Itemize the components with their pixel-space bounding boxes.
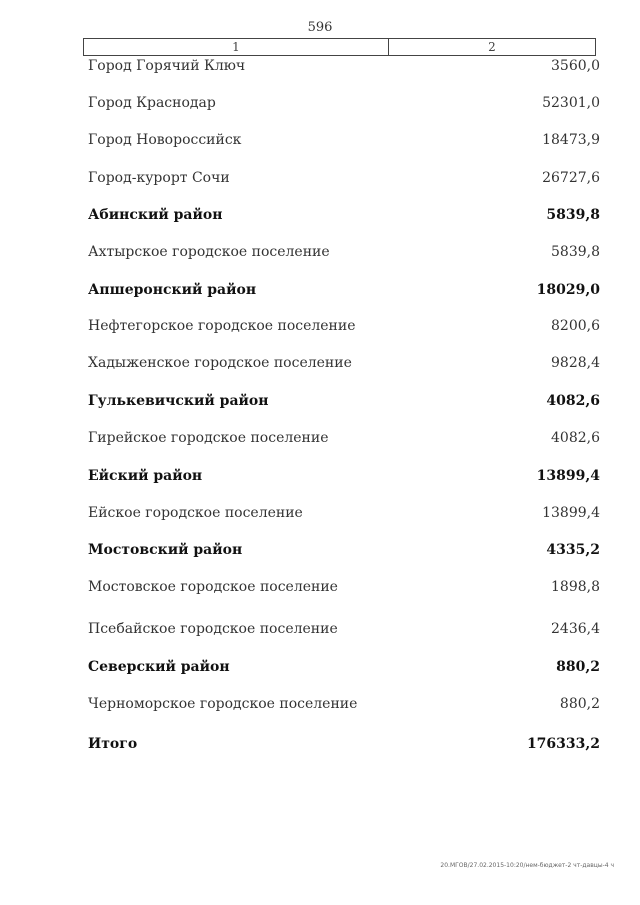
table-header-col2: 2 xyxy=(488,40,496,54)
table-row xyxy=(88,542,600,558)
row-label: Хадыженское городское поселение xyxy=(88,355,352,371)
row-value: 3560,0 xyxy=(551,58,600,74)
table-row xyxy=(88,468,600,484)
table-header xyxy=(83,38,596,56)
row-value: 4335,2 xyxy=(546,542,600,558)
row-label: Абинский район xyxy=(88,207,223,223)
table-row xyxy=(88,659,600,675)
table-row xyxy=(88,207,600,223)
row-label: Город Горячий Ключ xyxy=(88,58,246,74)
row-value: 880,2 xyxy=(559,696,600,712)
table-row xyxy=(88,170,600,186)
row-value: 4082,6 xyxy=(546,393,600,409)
row-value: 4082,6 xyxy=(551,430,600,446)
row-value: 5839,8 xyxy=(551,244,600,260)
row-label: Псебайское городское поселение xyxy=(88,621,338,637)
row-value: 8200,6 xyxy=(551,318,600,334)
row-value: 18029,0 xyxy=(536,282,600,298)
row-value: 5839,8 xyxy=(546,207,600,223)
table-row xyxy=(88,58,600,74)
footer-stamp: 20.МГОВ/27.02.2015-10:20/нем-бюджет-2 чт-давцы-4 ч xyxy=(440,862,614,869)
row-label: Ахтырское городское поселение xyxy=(88,244,330,260)
row-label: Ейский район xyxy=(88,468,203,484)
row-label: Мостовский район xyxy=(88,542,243,558)
row-value: 26727,6 xyxy=(542,170,600,186)
table-row xyxy=(88,355,600,371)
row-value: 176333,2 xyxy=(526,736,600,752)
row-value: 9828,4 xyxy=(551,355,600,371)
row-label: Город Новороссийск xyxy=(88,132,242,148)
row-value: 880,2 xyxy=(556,659,600,675)
page-number: 596 xyxy=(307,20,333,35)
table-row xyxy=(88,318,600,334)
row-label: Гирейское городское поселение xyxy=(88,430,329,446)
row-label: Северский район xyxy=(88,659,230,675)
table-header-col1: 1 xyxy=(84,39,389,55)
row-value: 52301,0 xyxy=(542,95,600,111)
row-label: Нефтегорское городское поселение xyxy=(88,318,356,334)
row-value: 2436,4 xyxy=(551,621,600,637)
row-label: Город Краснодар xyxy=(88,95,216,111)
row-value: 18473,9 xyxy=(542,132,600,148)
table-row xyxy=(88,132,600,148)
row-value: 13899,4 xyxy=(542,505,600,521)
table-row xyxy=(88,621,600,637)
row-label: Ейское городское поселение xyxy=(88,505,303,521)
row-label: Итого xyxy=(88,736,138,752)
row-label: Апшеронский район xyxy=(88,282,257,298)
row-value: 13899,4 xyxy=(536,468,600,484)
table-row xyxy=(88,282,600,298)
table-row xyxy=(88,696,600,712)
row-value: 1898,8 xyxy=(551,579,600,595)
table-row xyxy=(88,505,600,521)
table-row xyxy=(88,736,600,752)
row-label: Гулькевичский район xyxy=(88,393,269,409)
row-label: Мостовское городское поселение xyxy=(88,579,338,595)
row-label: Город-курорт Сочи xyxy=(88,170,230,186)
row-label: Черноморское городское поселение xyxy=(88,696,358,712)
table-row xyxy=(88,95,600,111)
table-row xyxy=(88,430,600,446)
table-row xyxy=(88,579,600,595)
table-row xyxy=(88,393,600,409)
table-row xyxy=(88,244,600,260)
